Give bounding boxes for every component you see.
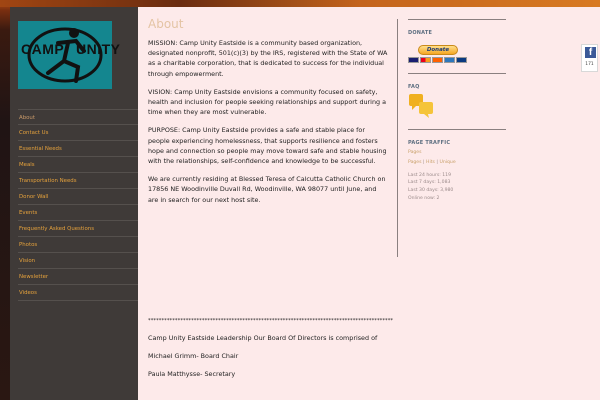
nav-item-faq[interactable]: Frequently Asked Questions [18, 221, 138, 237]
tab-unique[interactable]: Unique [439, 160, 456, 166]
discover-card-icon [432, 57, 443, 63]
nav-item-donor-wall[interactable]: Donor Wall [18, 189, 138, 205]
nav-item-events[interactable]: Events [18, 205, 138, 221]
tab-separator: | [436, 160, 438, 166]
leadership-intro: Camp Unity Eastside Leadership Our Board Of Directors is comprised of [148, 334, 378, 342]
payment-cards-icon [408, 57, 506, 63]
amex-card-icon [444, 57, 455, 63]
logo-word-unity: UNITY [76, 41, 121, 57]
page-title: About [148, 17, 184, 31]
tab-separator: | [422, 160, 425, 166]
divider [408, 129, 506, 130]
nav-item-vision[interactable]: Vision [18, 253, 138, 269]
nav-item-transportation-needs[interactable]: Transportation Needs [18, 173, 138, 189]
stat-30-days: Last 30 days: 3,980 [408, 188, 454, 193]
pages-link[interactable] [408, 149, 506, 156]
donate-button[interactable]: Donate [418, 45, 458, 55]
mastercard-icon [420, 57, 431, 63]
purpose-paragraph: PURPOSE: Camp Unity Eastside provides a safe and stable place for people experiencing homelessness, that supports resilience and fosters hope and connection so people may move toward safe and stable housing with the relationships, self-confidence and knowledge to be successful. [148, 126, 387, 166]
nav-item-videos[interactable]: Videos [18, 285, 138, 301]
leadership-section [148, 333, 388, 388]
facebook-share-count: 171 [585, 62, 594, 67]
article-body [148, 17, 388, 213]
stat-24-hours: Last 24 hours: 119 [408, 172, 452, 178]
nav-item-meals[interactable]: Meals [18, 157, 138, 173]
nav-item-contact-us[interactable]: Contact Us [18, 125, 138, 141]
bank-card-icon [456, 57, 467, 63]
tab-hits[interactable]: Hits [426, 160, 435, 166]
divider [408, 73, 506, 74]
page-traffic-heading: PAGE TRAFFIC [408, 140, 451, 146]
stat-online-now: Online now: 2 [408, 195, 440, 201]
column-divider [397, 19, 398, 257]
tab-pages[interactable]: Pages [408, 160, 422, 166]
separator-line: ******************************************************************************************* [148, 318, 394, 324]
faq-speech-bubbles-icon[interactable] [408, 93, 506, 123]
content-area [138, 7, 600, 400]
divider [408, 19, 506, 20]
nav-item-about[interactable]: About [18, 109, 138, 125]
facebook-share-widget[interactable] [581, 44, 598, 72]
nav-item-newsletter[interactable]: Newsletter [18, 269, 138, 285]
board-member: Paula Matthysse- Secretary [148, 370, 236, 379]
nav-item-essential-needs[interactable]: Essential Needs [18, 141, 138, 157]
traffic-tabs [408, 159, 506, 166]
top-banner-strip [0, 0, 600, 7]
visa-card-icon [408, 57, 419, 63]
stat-7-days: Last 7 days: 1,083 [408, 180, 451, 186]
board-member: Michael Grimm- Board Chair [148, 352, 239, 361]
nav-item-photos[interactable]: Photos [18, 237, 138, 253]
logo-word-camp: CAMP [21, 41, 65, 57]
camp-unity-logo[interactable] [18, 21, 121, 89]
facebook-icon[interactable]: f [585, 47, 596, 58]
left-sidebar [10, 7, 138, 400]
pages-link-label[interactable]: Pages [408, 150, 422, 155]
faq-heading: FAQ [408, 84, 420, 90]
residing-paragraph: We are currently residing at Blessed Teresa of Calcutta Catholic Church on 17856 NE Woodinville Duvall Rd, Woodinville, WA 98077 until June, and are in search for our next host site. [148, 175, 386, 204]
main-navigation [18, 109, 138, 301]
donate-heading: DONATE [408, 30, 433, 36]
traffic-stats [408, 172, 506, 202]
vision-paragraph: VISION: Camp Unity Eastside envisions a community focused on safety, health and inclusion for people seeking relationships and support during a time when they are most vulnerable. [148, 87, 387, 117]
right-sidebar [408, 19, 506, 202]
mission-paragraph: MISSION: Camp Unity Eastside is a community based organization, designated nonprofit, 501(c)(3) by the IRS, registered with the State of WA as a charitable corporation, that is dedicated to success for the individual through empowerment. [148, 39, 388, 78]
